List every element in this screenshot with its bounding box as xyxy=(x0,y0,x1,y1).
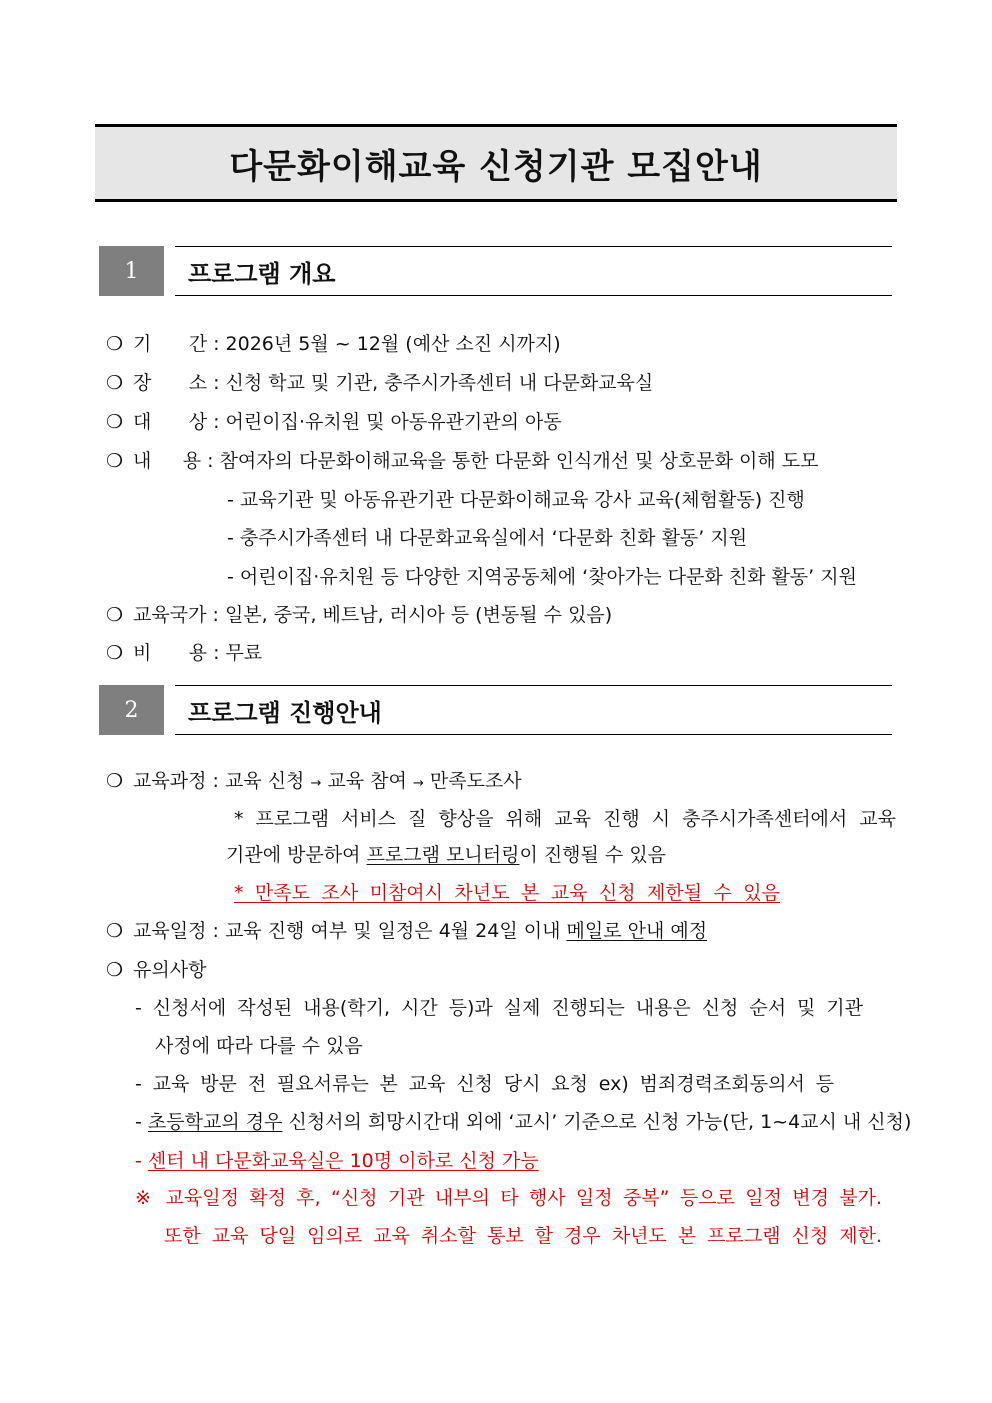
section-title: 프로그램 진행안내 xyxy=(175,685,892,735)
bullet-icon: ❍ xyxy=(106,920,124,942)
notes-item-3 xyxy=(135,1109,911,1135)
bullet-icon: ❍ xyxy=(106,959,124,981)
bullet-icon: ❍ xyxy=(106,604,124,626)
bullet-icon: ❍ xyxy=(106,411,124,433)
elementary-underlined: 초등학교의 경우 xyxy=(147,1111,283,1133)
period-label: 기 간 xyxy=(133,333,208,355)
course-label: 교육과정 xyxy=(133,770,207,792)
process-course: ❍ 교육과정 : 교육 신청 → 교육 참여 → 만족도조사 xyxy=(106,770,522,792)
bullet-icon: ❍ xyxy=(106,333,124,355)
overview-period: ❍ 기 간 : 2026년 5월 ~ 12월 (예산 소진 시까지) xyxy=(106,333,561,355)
schedule-text: 교육 진행 여부 및 일정은 4월 24일 이내 xyxy=(224,920,567,942)
country-label: 교육국가 xyxy=(133,604,207,626)
dash: - xyxy=(135,1150,148,1172)
schedule-warning-line-1: ※ 교육일정 확정 후, “신청 기관 내부의 타 행사 일정 중복” 등으로 일정 변경 불가. xyxy=(135,1187,882,1209)
content-label: 내 용 xyxy=(133,450,202,472)
target-label: 대 상 xyxy=(133,411,208,433)
content-sub-item: - 충주시가족센터 내 다문화교육실에서 ‘다문화 친화 활동’ 지원 xyxy=(227,527,748,549)
overview-cost: ❍ 비 용 : 무료 xyxy=(106,642,263,664)
process-notes xyxy=(106,957,206,983)
room-capacity-underlined: 센터 내 다문화교육실은 10명 이하로 신청 가능 xyxy=(147,1150,539,1172)
overview-target: ❍ 대 상 : 어린이집·유치원 및 아동유관기관의 아동 xyxy=(106,411,562,433)
bullet-icon: ❍ xyxy=(106,770,124,792)
cost-label: 비 용 xyxy=(133,642,208,664)
cost-value: 무료 xyxy=(225,642,263,664)
section-2-header xyxy=(99,685,892,735)
target-value: 어린이집·유치원 및 아동유관기관의 아동 xyxy=(225,411,562,433)
survey-warning: * 만족도 조사 미참여시 차년도 본 교육 신청 제한될 수 있음 xyxy=(234,882,780,904)
place-label: 장 소 xyxy=(133,372,208,394)
content-value: 참여자의 다문화이해교육을 통한 다문화 인식개선 및 상호문화 이해 도모 xyxy=(219,450,819,472)
section-number: 2 xyxy=(99,685,164,735)
note-text: 이 진행될 수 있음 xyxy=(519,844,667,866)
course-note-line-2 xyxy=(226,842,666,868)
content-sub-item: - 어린이집·유치원 등 다양한 지역공동체에 ‘찾아가는 다문화 친화 활동’ 지원 xyxy=(227,566,857,588)
document-title: 다문화이해교육 신청기관 모집안내 xyxy=(229,146,763,187)
note-text: 기관에 방문하여 xyxy=(226,844,367,866)
schedule-warning-line-2: 또한 교육 당일 임의로 교육 취소할 통보 할 경우 차년도 본 프로그램 신청 제한. xyxy=(164,1225,882,1247)
overview-content: ❍ 내 용 : 참여자의 다문화이해교육을 통한 다문화 인식개선 및 상호문화 이해 도모 xyxy=(106,450,819,472)
course-step-1: 교육 신청 xyxy=(224,770,305,792)
period-value: 2026년 5월 ~ 12월 (예산 소진 시까지) xyxy=(225,333,561,355)
schedule-underlined: 메일로 안내 예정 xyxy=(566,920,708,942)
course-step-3: 만족도조사 xyxy=(429,770,522,792)
course-note-line-1: * 프로그램 서비스 질 향상을 위해 교육 진행 시 충주시가족센터에서 교육 xyxy=(234,808,896,830)
country-value: 일본, 중국, 베트남, 러시아 등 (변동될 수 있음) xyxy=(224,604,613,626)
notes-item-2: - 교육 방문 전 필요서류는 본 교육 신청 당시 요청 ex) 범죄경력조회동의서 등 xyxy=(135,1073,834,1095)
notes-item-1-line-2: 사정에 따라 다를 수 있음 xyxy=(155,1035,363,1057)
document-title-box xyxy=(95,124,897,202)
overview-place: ❍ 장 소 : 신청 학교 및 기관, 충주시가족센터 내 다문화교육실 xyxy=(106,372,654,394)
content-sub-item: - 교육기관 및 아동유관기관 다문화이해교육 강사 교육(체험활동) 진행 xyxy=(227,489,805,511)
monitoring-underlined: 프로그램 모니터링 xyxy=(366,844,520,866)
section-1-header xyxy=(99,246,892,296)
section-number: 1 xyxy=(99,246,164,296)
notes-item-3-text: 신청서의 희망시간대 외에 ‘교시’ 기준으로 신청 가능(단, 1~4교시 내 신청) xyxy=(282,1111,912,1133)
schedule-label: 교육일정 xyxy=(133,920,207,942)
notes-label: 유의사항 xyxy=(133,959,207,981)
section-title: 프로그램 개요 xyxy=(175,246,892,296)
process-schedule: ❍ 교육일정 : 교육 진행 여부 및 일정은 4월 24일 이내 메일로 안내 예정 xyxy=(106,920,708,942)
notes-item-4 xyxy=(135,1148,539,1174)
bullet-icon: ❍ xyxy=(106,642,124,664)
notes-item-1-line-1: - 신청서에 작성된 내용(학기, 시간 등)과 실제 진행되는 내용은 신청 순서 및 기관 xyxy=(135,997,863,1019)
arrow-icon: → xyxy=(412,776,424,791)
arrow-icon: → xyxy=(310,776,322,791)
place-value: 신청 학교 및 기관, 충주시가족센터 내 다문화교육실 xyxy=(225,372,654,394)
bullet-icon: ❍ xyxy=(106,450,124,472)
dash: - xyxy=(135,1111,148,1133)
overview-country: ❍ 교육국가 : 일본, 중국, 베트남, 러시아 등 (변동될 수 있음) xyxy=(106,604,613,626)
bullet-icon: ❍ xyxy=(106,372,124,394)
course-step-2: 교육 참여 xyxy=(327,770,407,792)
